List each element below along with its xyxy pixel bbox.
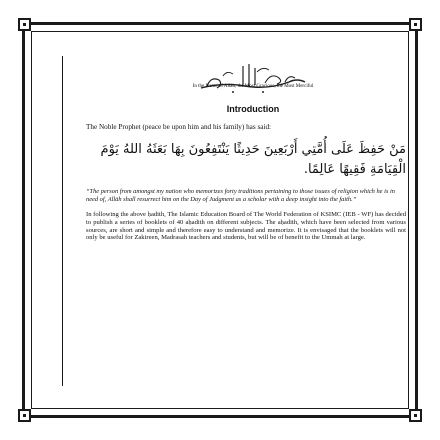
basmala-caption: In the Name of Allāh, the Most Gracious, the Most Merciful	[192, 84, 314, 89]
body-paragraph: In following the above ḥadith, The Islamic Education Board of The World Federation of KSIMC (IEB - WF) has decided to publish a series of booklets of 40 aḥadith on different subjects. The aḥadith, which have been selected from various sources, are short and simple and therefore easy to understand and memorize. It is envisaged that the booklets will not only be useful for Zakireen, Madrasah teachers and students, but will be of benefit to the Ummah at large.	[86, 211, 406, 242]
hadith-arabic: مَنْ حَفِظَ عَلَى أُمَّتِي أَرْبَعِينَ حَدِيثًا يَنْتَفِعُونَ بِهَا بَعَثَهُ اللهُ يَوْمَ الْقِيَامَةِ فَقِيهًا عَالِمًا.	[100, 142, 406, 177]
corner-ornament-top-left	[18, 18, 31, 31]
hadith-translation: “The person from amongst my nation who memorizes forty traditions pertaining to those issues of religion which he is in need of, Allāh shall resurrect him on the Day of Judgment as a scholar with a deep insight into the faith.”	[86, 188, 395, 203]
basmala-calligraphy-icon	[193, 52, 313, 104]
corner-ornament-bottom-left	[18, 409, 31, 422]
page-content	[86, 40, 420, 242]
basmala-calligraphy	[86, 52, 420, 104]
corner-ornament-bottom-right	[409, 409, 422, 422]
corner-ornament-top-right	[409, 18, 422, 31]
intro-line: The Noble Prophet (peace be upon him and his family) has said:	[86, 123, 272, 131]
page-title: Introduction	[226, 104, 280, 114]
left-margin-rule	[62, 56, 63, 386]
